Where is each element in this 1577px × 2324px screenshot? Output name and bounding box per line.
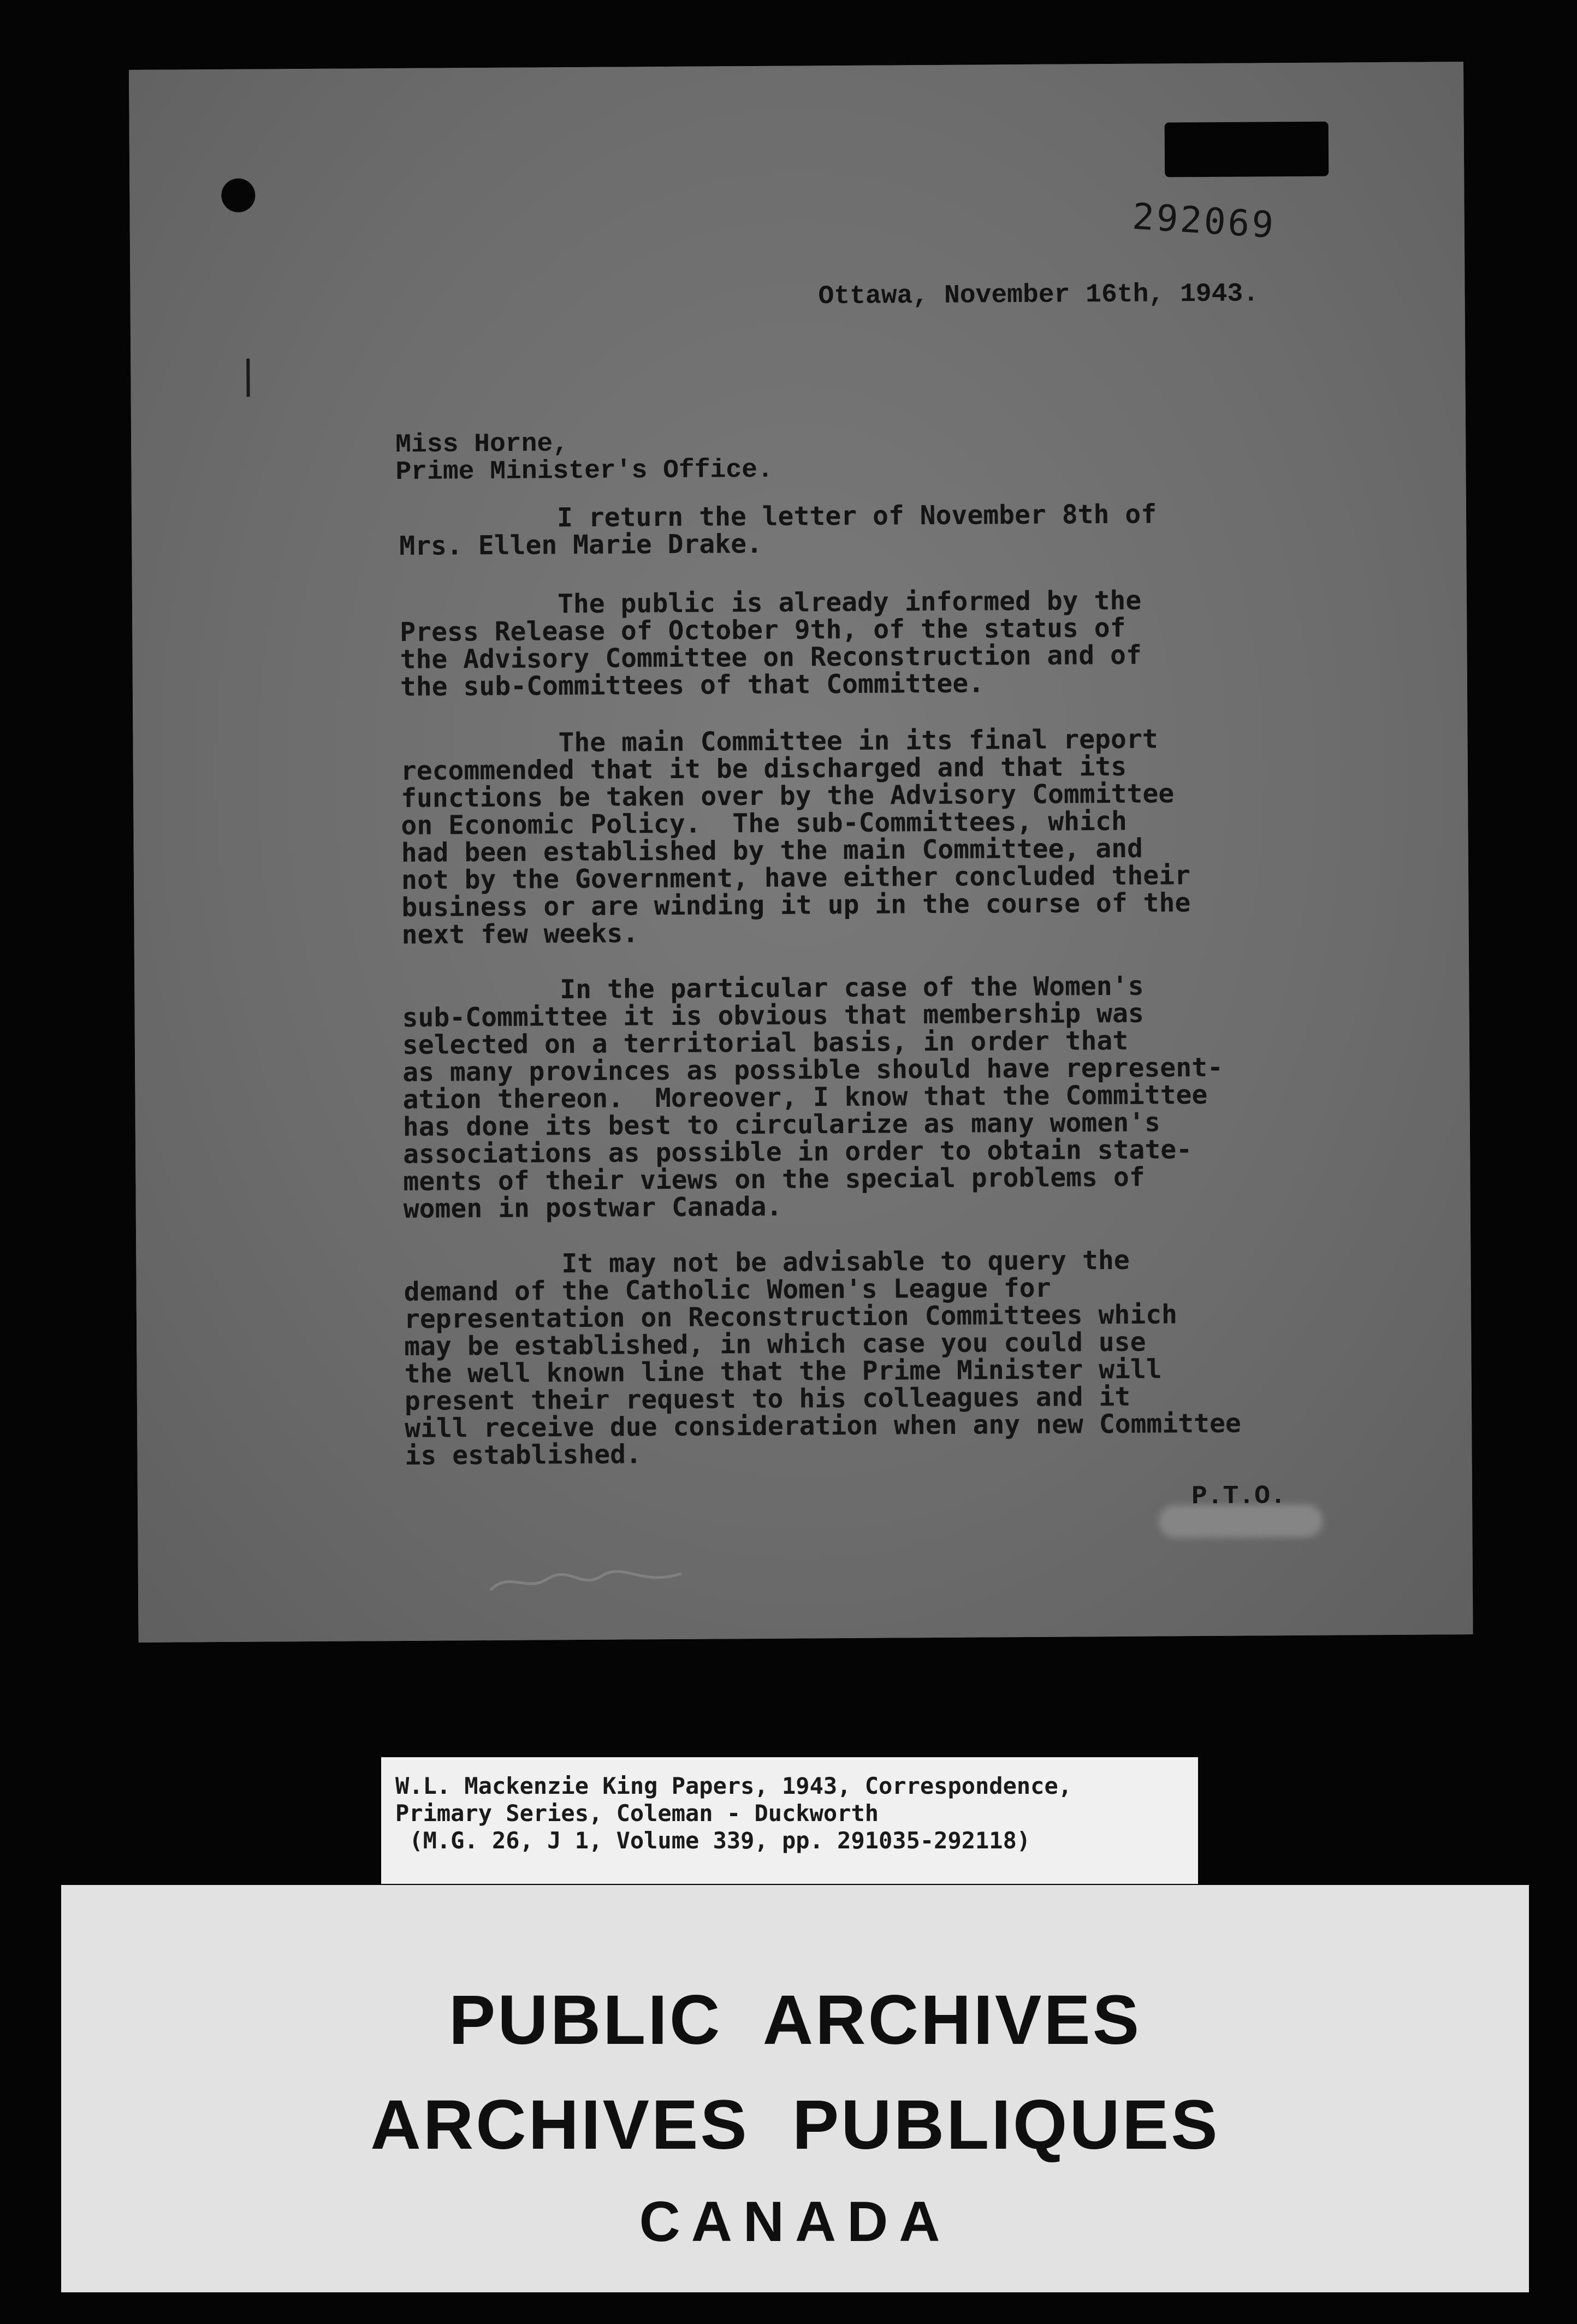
reference-line-series: Primary Series, Coleman - Duckworth [395, 1800, 879, 1827]
banner-english-title: PUBLIC ARCHIVES [448, 1981, 1142, 2059]
letter-sheet [129, 62, 1473, 1643]
pencil-scribble [488, 1567, 684, 1596]
reference-line-collection: W.L. Mackenzie King Papers, 1943, Correspondence, [395, 1772, 1072, 1799]
archives-banner [61, 1885, 1529, 2292]
document-number-stamp: 292069 [1131, 195, 1277, 247]
margin-mark [246, 359, 250, 397]
paragraph-press-release: The public is already informed by the Press Release of October 9th, of the status of the Advisory Committee on Reconstruction and of the sub-Committees of that Committee. [399, 585, 1142, 702]
redaction-bar [1165, 122, 1329, 177]
paragraph-catholic-womens-league: It may not be advisable to query the demand of the Catholic Women's League for representation on Reconstruction Committees which may be established, in which case you could use the well known line that the Prime Minister will present their request to his colleagues and it will receive due consideration when any new Committee is established. [404, 1244, 1241, 1471]
banner-country: CANADA [639, 2190, 951, 2254]
punch-hole [221, 179, 255, 212]
paragraph-return-letter: I return the letter of November 8th of Mrs. Ellen Marie Drake. [399, 499, 1157, 561]
reference-label [381, 1757, 1198, 1884]
paragraph-womens-subcommittee: In the particular case of the Women's sub-Committee it is obvious that membership was selected on a territorial basis, in order that as many provinces as possible should have represent- ation thereon. Moreover, I know that the Committee has done its best to circularize as many women's associations as possible in order to obtain state- ments of their views on the special problems of women in postwar Canada. [402, 970, 1224, 1224]
reference-line-volume: (M.G. 26, J 1, Volume 339, pp. 291035-292118) [395, 1827, 1031, 1854]
banner-french-title: ARCHIVES PUBLIQUES [370, 2086, 1220, 2164]
addressee-name: Miss Horne, [395, 429, 569, 460]
addressee-office: Prime Minister's Office. [395, 455, 773, 488]
please-turn-over-mark: P.T.O. [1191, 1481, 1286, 1512]
addressee-block [395, 429, 773, 486]
letter-date: Ottawa, November 16th, 1943. [818, 279, 1259, 312]
paragraph-main-committee: The main Committee in its final report recommended that it be discharged and that its functions be taken over by the Advisory Committee on Economic Policy. The sub-Committees, which had been established by the main Committee, and not by the Government, have either concluded their business or are winding it up in the course of the next few weeks. [400, 724, 1191, 950]
